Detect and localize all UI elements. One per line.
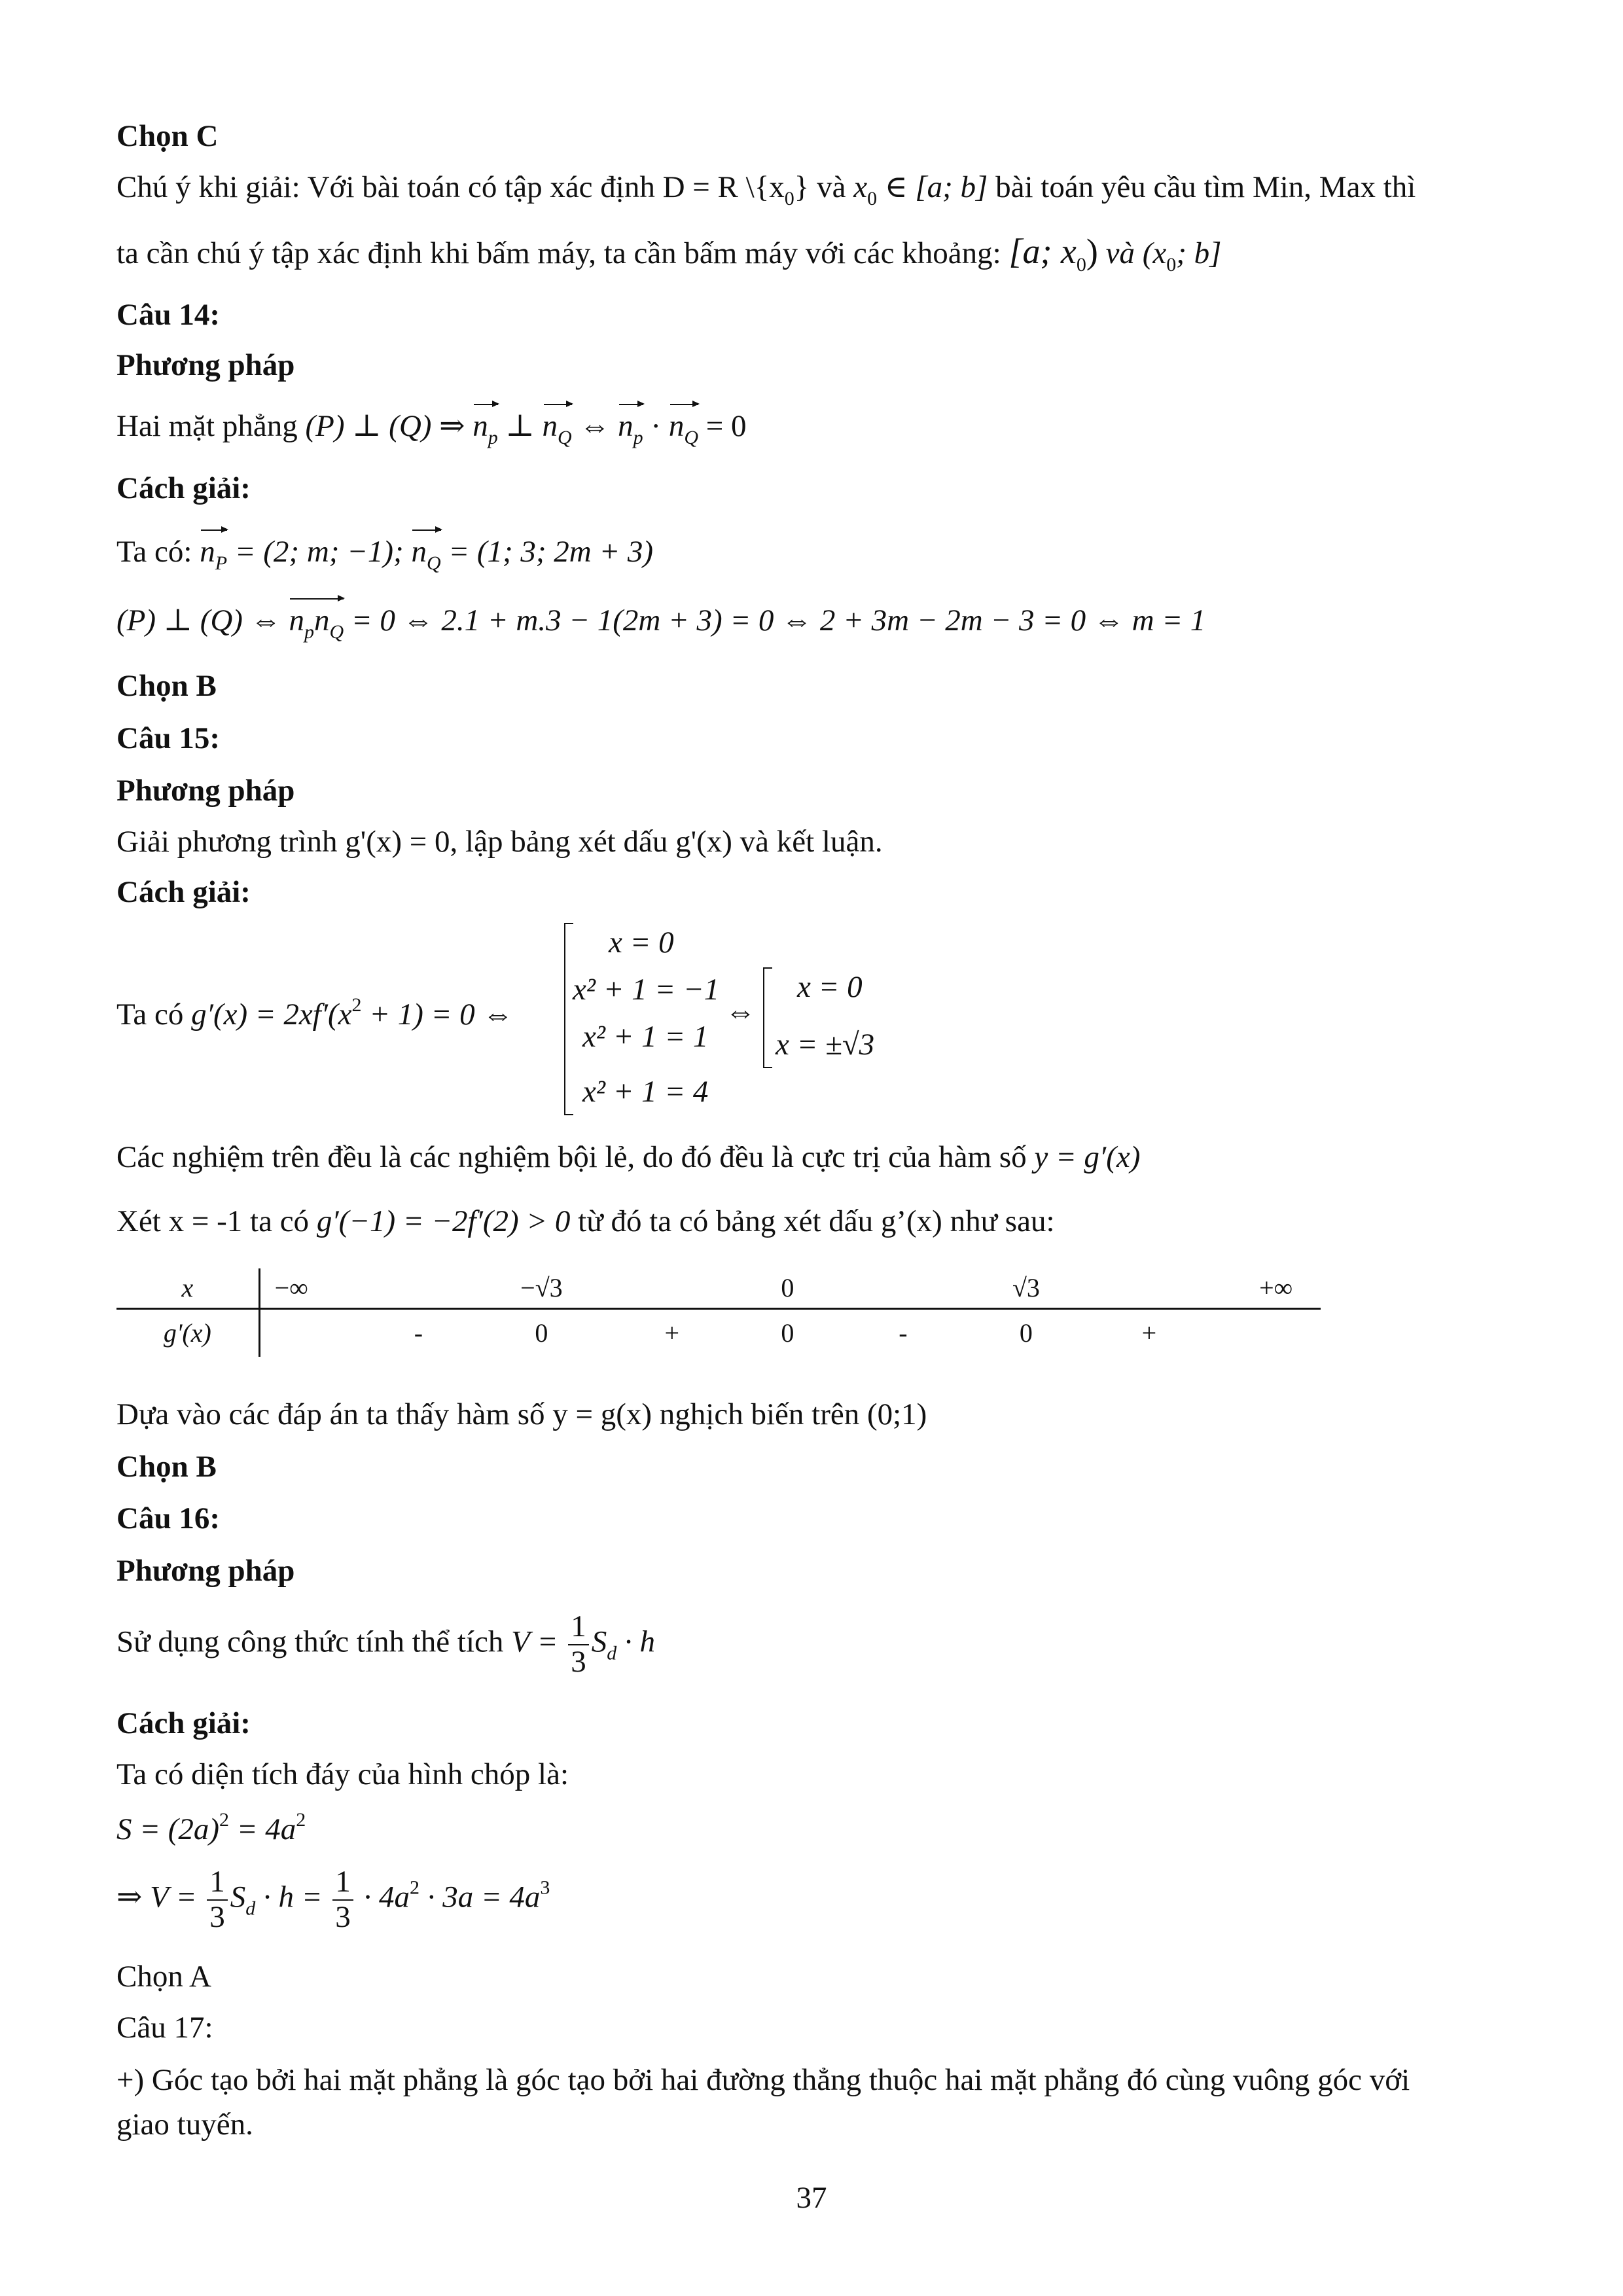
base-area-text: Ta có diện tích đáy của hình chóp là: — [116, 1757, 569, 1791]
sign-cell: + — [1141, 1318, 1157, 1348]
note-line-1: Chú ý khi giải: Với bài toán có tập xác định D = R $\backslash\{x_0\}$ và $x_0$ ∈ [a; b] bài toán yêu cầu tìm Min, Max thì — [116, 170, 1416, 209]
solution-eq-1: x = 0 — [797, 970, 863, 1004]
volume-equation: ⇒ V = $\frac{1}{3}$ $S_d \cdot h$ = $\frac{1}{3}$ · $4a^2 \cdot 3a = 4a^3$ — [116, 1865, 550, 1934]
answer-choice-a: Chọn A — [116, 1960, 211, 1994]
note-line-2: ta cần chú ý tập xác định khi bấm máy, ta cần bấm máy với các khoảng: [a; $x_0$) và ($x_0$; b] — [116, 232, 1222, 276]
question-17-heading: Câu 17: — [116, 2011, 213, 2045]
solution-line-14b: (P) ⊥ (Q) ⇔ $n_pn_Q = 0$ ⇔ 2.1 + m.3 − 1(2m + 3) = 0 ⇔ 2 + 3m − 2m − 3 = 0 ⇔ m = 1 — [116, 602, 1205, 645]
page-number: 37 — [796, 2181, 827, 2215]
evaluate-line: Xét x = -1 ta có g′(−1) = −2f′(2) > 0 từ đó ta có bảng xét dấu g’(x) như sau: — [116, 1204, 1055, 1238]
question-17-text-2: giao tuyến. — [116, 2108, 253, 2142]
question-17-text-1: +) Góc tạo bởi hai mặt phẳng là góc tạo bởi hai đường thẳng thuộc hai mặt phẳng đó cùng vuông góc với — [116, 2063, 1410, 2097]
x-point-neg-sqrt3: −√3 — [493, 1268, 590, 1309]
answer-choice-b-2: Chọn B — [116, 1450, 217, 1484]
answer-choice-c: Chọn C — [116, 119, 219, 153]
sign-table-g-label: g'(x) — [116, 1309, 259, 1357]
solution-heading-14: Cách giải: — [116, 471, 251, 505]
fraction-one-third: $\frac{1}{3}$ — [568, 1610, 589, 1679]
method-text-15: Giải phương trình g'(x) = 0, lập bảng xét dấu g'(x) và kết luận. — [116, 825, 883, 859]
sign-cell: 0 — [535, 1318, 548, 1348]
derivative-equation: Ta có $g'(x) = 2xf'(x^2 + 1) = 0$ ⇔ — [116, 994, 514, 1031]
question-16-heading: Câu 16: — [116, 1501, 220, 1535]
system-bracket-2 — [763, 967, 772, 1068]
question-15-heading: Câu 15: — [116, 721, 220, 755]
system-eq-4: x² + 1 = 4 — [582, 1075, 709, 1109]
solution-heading-16: Cách giải: — [116, 1706, 251, 1740]
system-eq-3: x² + 1 = 1 — [582, 1020, 709, 1054]
method-text-14: Hai mặt phẳng (P) ⊥ (Q) ⇒ $n_p$ ⊥ $n_Q$ ⇔ $n_p \cdot n_Q = 0$ — [116, 408, 747, 450]
normal-vector-q: $n_Q$ — [543, 408, 572, 450]
solution-heading-15: Cách giải: — [116, 875, 251, 909]
sign-cell: + — [664, 1318, 680, 1348]
sign-cell: - — [414, 1318, 423, 1348]
system-eq-1: x = 0 — [609, 925, 674, 960]
sign-cell: 0 — [781, 1318, 794, 1348]
method-heading-14: Phương pháp — [116, 348, 295, 382]
x-point-zero: 0 — [754, 1268, 821, 1309]
sign-table-x-row — [116, 1268, 1321, 1309]
question-14-heading: Câu 14: — [116, 298, 220, 332]
normal-vector-p: $n_p$ — [473, 408, 498, 450]
method-heading-16: Phương pháp — [116, 1554, 295, 1588]
sign-table-x-label: x — [116, 1268, 259, 1309]
system-eq-2: x² + 1 = −1 — [573, 973, 720, 1007]
iff-symbol: ⇔ — [725, 995, 756, 1029]
x-point-pos-inf: +∞ — [1231, 1268, 1321, 1309]
roots-line: Các nghiệm trên đều là các nghiệm bội lẻ, do đó đều là cực trị của hàm số y = g′(x) — [116, 1140, 1141, 1174]
sign-cell: 0 — [1019, 1318, 1033, 1348]
answer-choice-b-1: Chọn B — [116, 669, 217, 703]
conclusion-15: Dựa vào các đáp án ta thấy hàm số y = g(x) nghịch biến trên (0;1) — [116, 1397, 927, 1431]
base-area-equation: $S = (2a)^2 = 4a^2$ — [116, 1809, 306, 1846]
system-bracket-1 — [564, 923, 573, 1115]
method-text-16: Sử dụng công thức tính thể tích V = $\frac{1}{3}$ $S_d \cdot h$ — [116, 1609, 655, 1679]
method-heading-15: Phương pháp — [116, 774, 295, 808]
x-point-sqrt3: √3 — [985, 1268, 1067, 1309]
solution-eq-2: x = ±√3 — [776, 1028, 875, 1062]
x-point-neg-inf: −∞ — [259, 1268, 344, 1309]
solution-line-14a: Ta có: $n_P = (2$; m; −1); $n_Q = (1$; 3; 2m + 3) — [116, 533, 653, 576]
sign-cell: - — [899, 1318, 908, 1348]
sign-table — [116, 1268, 1321, 1357]
sign-table-g-row — [116, 1309, 1321, 1357]
